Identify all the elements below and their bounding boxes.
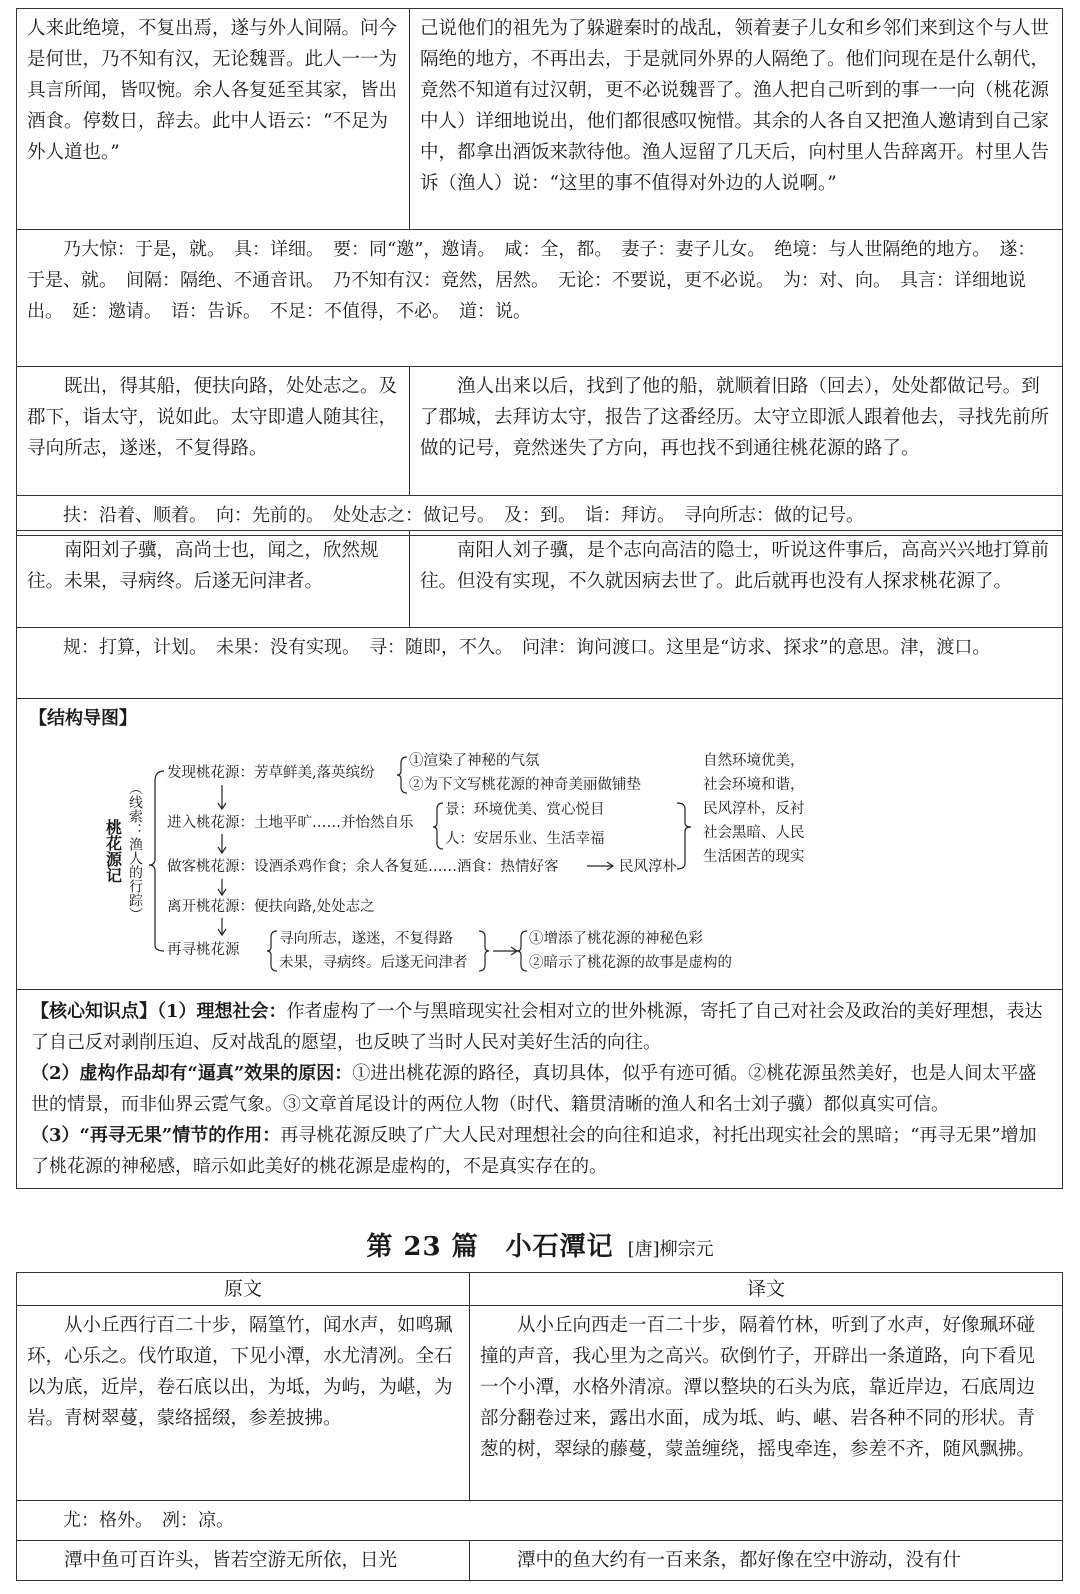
node-discover: 发现桃花源：芳草鲜美,落英缤纷 xyxy=(167,765,375,781)
seek-detail-2: 未果，寻病终。后遂无问津者 xyxy=(279,955,468,971)
translation-text-2: 潭中的鱼大约有一百来条，都好像在空中游动，没有什 xyxy=(517,1550,962,1571)
node-leave: 离开桃花源：便扶向路,处处志之 xyxy=(167,899,375,915)
notes-cell xyxy=(17,230,1063,367)
original-text-cell-2 xyxy=(17,1541,470,1581)
enter-brace xyxy=(433,803,443,849)
node-visit: 做客桃花源：设酒杀鸡作食；余人各复延……酒食：热情好客 xyxy=(167,859,559,875)
notes-cell xyxy=(17,628,1063,699)
arrow-down-3 xyxy=(218,879,226,895)
discover-brace xyxy=(397,757,407,793)
translation-text: 南阳人刘子骥，是个志向高洁的隐士，听说这件事后，高高兴兴地打算前往。但没有实现，不久就因病去世了。此后就再也没有人探求桃花源了。 xyxy=(420,540,1050,592)
core-p2: ①进出桃花源的路径，真切具体，似乎有迹可循。②桃花源虽然美好，也是人间太平盛世的情景，而非仙界云霓气象。③文章首尾设计的两位人物（时代、籍贯清晰的渔人和名士刘子骥）都似真实可信。 xyxy=(31,1063,1037,1115)
arrow-to-effects xyxy=(493,947,517,955)
notes-text: 尤：格外。 冽：凉。 xyxy=(63,1510,234,1531)
arrow-to-minfeng xyxy=(587,862,613,870)
arrow-down-1 xyxy=(218,785,226,809)
original-text: 南阳刘子骥，高尚士也，闻之，欣然规往。未果，寻病终。后遂无问津者。 xyxy=(27,540,379,592)
original-text: 从小丘西行百二十步，隔篁竹，闻水声，如鸣珮环，心乐之。伐竹取道，下见小潭，水尤清冽。全石以为底，近岸，卷石底以出，为坻，为屿，为嵁，为岩。青树翠蔓，蒙络摇缀，参差披拂。 xyxy=(27,1315,453,1429)
translation-cell-2 xyxy=(470,1541,1063,1581)
column-header-translation: 译文 xyxy=(470,1273,1063,1306)
section1-table xyxy=(16,8,1063,367)
translation-cell xyxy=(470,1306,1063,1501)
notes-text: 乃大惊：于是，就。 具：详细。 要：同“邀”，邀请。 咸：全，都。 妻子：妻子儿女。 绝境：与人世隔绝的地方。 遂：于是、就。 间隔：隔绝、不通音讯。 乃不知有汉：竟然，居然。 无论：不要说，更不必说。 为：对、向。 具言：详细地说出。 延：邀请。 语：告诉。 不足：不值得，不必。 道：说。 xyxy=(27,239,1036,322)
chapter-title: 第 23 篇 小石潭记 xyxy=(366,1232,614,1262)
summary-line-4: 社会黑暗、人民 xyxy=(703,825,805,841)
section2-table xyxy=(16,366,1063,536)
enter-detail-2: 人：安居乐业、生活幸福 xyxy=(445,831,605,847)
seek-brace xyxy=(267,931,277,971)
translation-text: 渔人出来以后，找到了他的船，就顺着旧路（回去），处处都做记号。到了郡城，去拜访太守，报告了这番经历。太守立即派人跟着他去，寻找先前所做的记号，竟然迷失了方向，再也找不到通往桃花源的路了。 xyxy=(420,376,1050,459)
original-text: 既出，得其船，便扶向路，处处志之。及郡下，诣太守，说如此。太守即遣人随其往，寻向所志，遂迷，不复得路。 xyxy=(27,376,398,459)
core-p2-head: （2）虚构作品却有“逼真”效果的原因： xyxy=(31,1063,353,1084)
core-knowledge-cell xyxy=(17,990,1063,1189)
right-brace xyxy=(677,803,691,869)
notes-cell xyxy=(17,1501,1063,1541)
summary-line-3: 民风淳朴，反衬 xyxy=(703,801,805,817)
core-p3: 再寻桃花源反映了广大人民对理想社会的向往和追求，衬托出现实社会的黑暗；“再寻无果”增加了桃花源的神秘感，暗示如此美好的桃花源是虚构的，不是真实存在的。 xyxy=(31,1125,1037,1177)
summary-line-1: 自然环境优美， xyxy=(703,753,805,769)
notes-text: 规：打算，计划。 未果：没有实现。 寻：随即，不久。 问津：询问渡口。这里是“访求、探求”的意思。津，渡口。 xyxy=(63,637,991,658)
structure-diagram xyxy=(17,699,1063,989)
discover-effect-2: ②为下文写桃花源的神奇美丽做铺垫 xyxy=(409,777,641,793)
enter-detail-1: 景：环境优美、赏心悦目 xyxy=(445,802,605,818)
summary-line-5: 生活困苦的现实 xyxy=(703,849,805,865)
translation-cell xyxy=(410,367,1063,496)
structure-title: 【结构导图】 xyxy=(29,708,137,729)
chapter-author: [唐]柳宗元 xyxy=(627,1239,714,1260)
chapter-table xyxy=(16,1272,1063,1581)
section3-table xyxy=(16,530,1063,1189)
minfeng-label: 民风淳朴 xyxy=(619,859,677,875)
core-p3-head: （3）“再寻无果”情节的作用： xyxy=(31,1125,281,1146)
thread-note: （线索：渔人的行踪） xyxy=(127,781,143,921)
original-text-2: 潭中鱼可百许头，皆若空游无所依，日光 xyxy=(64,1550,398,1571)
original-text-cell xyxy=(17,531,410,628)
column-header-original: 原文 xyxy=(17,1273,470,1306)
node-seek: 再寻桃花源 xyxy=(167,942,240,958)
main-brace xyxy=(149,771,164,951)
translation-text: 己说他们的祖先为了躲避秦时的战乱，领着妻子儿女和乡邻们来到这个与人世隔绝的地方，不再出去，于是就同外界的人隔绝了。他们问现在是什么朝代，竟然不知道有过汉朝，更不必说魏晋了。渔人把自己听到的事一一向（桃花源中人）详细地说出，他们都很感叹惋惜。其余的人各自又把渔人邀请到自己家中，都拿出酒饭来款待他。渔人逗留了几天后，向村里人告辞离开。村里人告诉（渔人）说：“这里的事不值得对外边的人说啊。” xyxy=(420,18,1050,194)
seek-effect-1: ①增添了桃花源的神秘色彩 xyxy=(529,931,703,947)
translation-cell xyxy=(410,9,1063,230)
original-text: 人来此绝境，不复出焉，遂与外人间隔。问今是何世，乃不知有汉，无论魏晋。此人一一为具言所闻，皆叹惋。余人各复延至其家，皆出酒食。停数日，辞去。此中人语云：“不足为外人道也。” xyxy=(27,18,398,163)
seek-close-brace xyxy=(479,931,489,971)
core-label: 【核心知识点】 xyxy=(31,1001,157,1022)
translation-cell xyxy=(410,531,1063,628)
seek-detail-1: 寻向所志，遂迷，不复得路 xyxy=(279,931,453,947)
original-text-cell xyxy=(17,9,410,230)
seek-effect-2: ②暗示了桃花源的故事是虚构的 xyxy=(529,955,732,971)
discover-effect-1: ①渲染了神秘的气氛 xyxy=(409,753,540,769)
arrow-down-4 xyxy=(218,918,226,935)
core-p1: 作者虚构了一个与黑暗现实社会相对立的世外桃源，寄托了自己对社会及政治的美好理想，表达了自己反对剥削压迫、反对战乱的愿望，也反映了当时人民对美好生活的向往。 xyxy=(31,1001,1043,1053)
effects-brace xyxy=(517,931,527,971)
translation-text: 从小丘向西走一百二十步，隔着竹林，听到了水声，好像珮环碰撞的声音，我心里为之高兴。砍倒竹子，开辟出一条道路，向下看见一个小潭，水格外清凉。潭以整块的石头为底，靠近岸边，石底周边部分翻卷过来，露出水面，成为坻、屿、嵁、岩各种不同的形状。青葱的树，翠绿的藤蔓，蒙盖缠绕，摇曳牵连，参差不齐，随风飘拂。 xyxy=(480,1315,1036,1460)
notes-text: 扶：沿着、顺着。 向：先前的。 处处志之：做记号。 及：到。 诣：拜访。 寻向所志：做的记号。 xyxy=(63,505,864,526)
thread-title: 桃花源记 xyxy=(103,819,123,883)
arrow-down-2 xyxy=(218,834,226,853)
summary-line-2: 社会环境和谐， xyxy=(703,777,805,793)
original-text-cell xyxy=(17,1306,470,1501)
core-p1-head: （1）理想社会： xyxy=(157,1001,287,1022)
structure-diagram-cell xyxy=(17,699,1063,990)
chapter-heading xyxy=(0,1226,1080,1263)
node-enter: 进入桃花源：土地平旷……并怡然自乐 xyxy=(167,815,414,831)
original-text-cell xyxy=(17,367,410,496)
